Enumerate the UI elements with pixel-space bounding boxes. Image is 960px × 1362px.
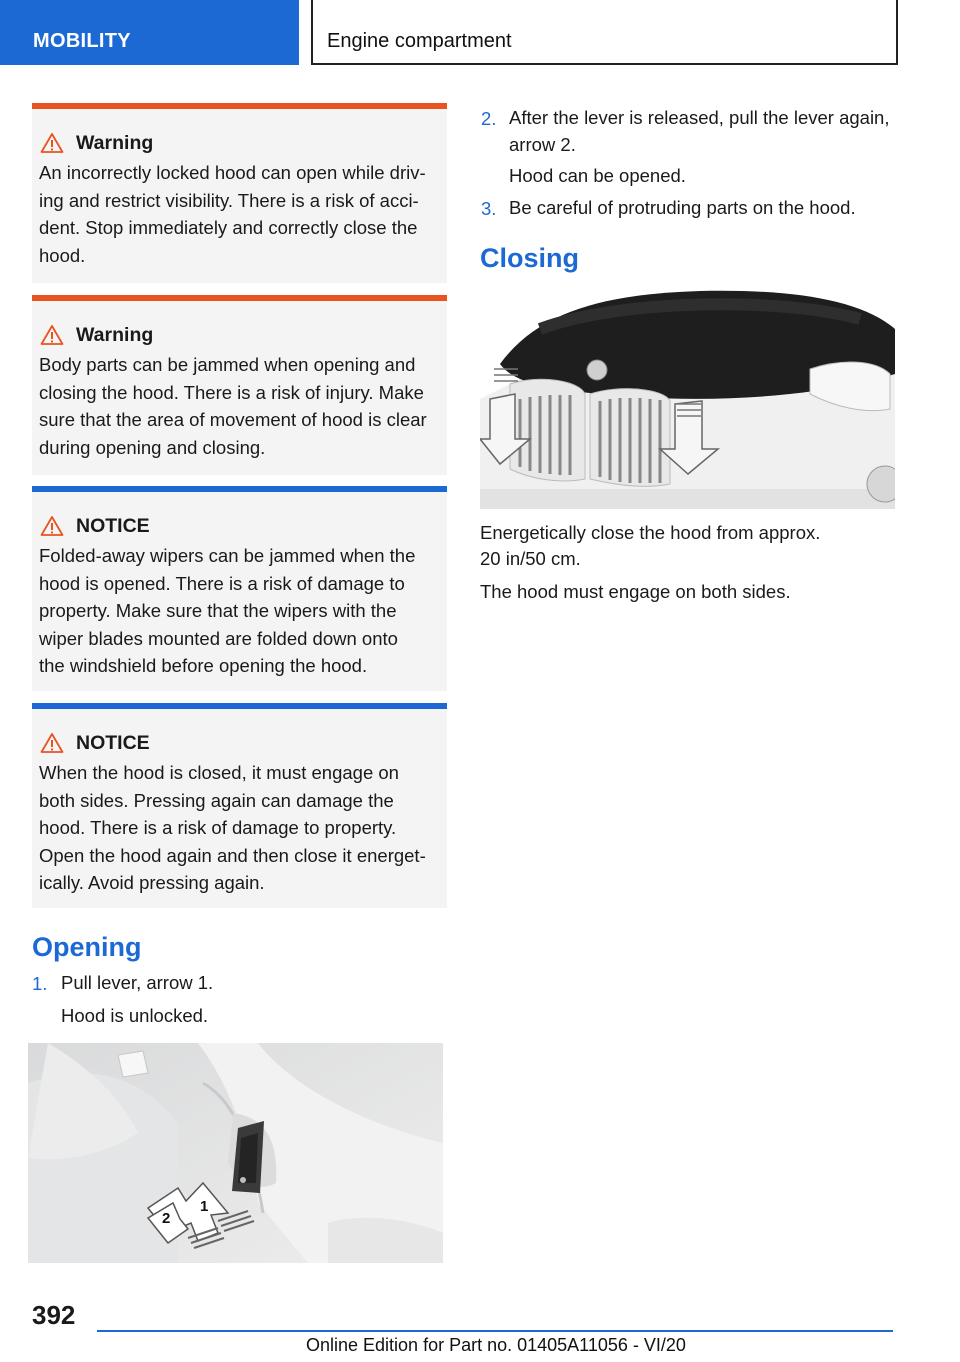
step-number: 3. bbox=[481, 198, 497, 219]
notice-bar bbox=[32, 703, 447, 709]
warning-icon bbox=[40, 515, 64, 537]
step-text-line: arrow 2. bbox=[509, 134, 576, 155]
chapter-label: Engine compartment bbox=[327, 30, 512, 52]
warning-icon bbox=[40, 132, 64, 154]
closing-text-line: Energetically close the hood from approx. bbox=[480, 522, 821, 543]
hood-closing-image bbox=[480, 289, 895, 509]
warning-bar bbox=[32, 103, 447, 109]
closing-text-2: The hood must engage on both sides. bbox=[480, 581, 791, 602]
box-title: NOTICE bbox=[76, 731, 150, 754]
chapter-tab bbox=[311, 0, 898, 65]
notice-box-1 bbox=[32, 486, 447, 691]
box-body: Folded-away wipers can be jammed when the hood is opened. There is a risk of damage to property. Make sure that the wipers with the wiper blades mounted are folded down onto the windshield before opening the hood. bbox=[39, 545, 416, 676]
arrow-label-1: 1 bbox=[200, 1198, 209, 1215]
footer-rule bbox=[97, 1330, 893, 1332]
box-body: An incorrectly locked hood can open while driv- ing and restrict visibility. There is a risk of acci- dent. Stop immediately and correctly close the hood. bbox=[39, 162, 426, 266]
closing-text-line: 20 in/50 cm. bbox=[480, 548, 581, 569]
warning-icon bbox=[40, 324, 64, 346]
notice-box-2 bbox=[32, 703, 447, 908]
step-text: Be careful of protruding parts on the hood. bbox=[509, 197, 856, 218]
box-body: When the hood is closed, it must engage on both sides. Pressing again can damage the hood. There is a risk of damage to property. Open the hood again and then close it energet- ically. Avoid pressing again. bbox=[39, 762, 426, 893]
warning-box-1 bbox=[32, 103, 447, 283]
arrow-label-2: 2 bbox=[162, 1210, 171, 1227]
warning-box-2 bbox=[32, 295, 447, 475]
warning-icon bbox=[40, 732, 64, 754]
box-title: Warning bbox=[76, 323, 154, 346]
page-number: 392 bbox=[32, 1300, 76, 1330]
section-label: MOBILITY bbox=[33, 30, 131, 52]
step-number: 2. bbox=[481, 108, 497, 129]
step-text-line: After the lever is released, pull the lever again, bbox=[509, 107, 890, 128]
box-title: Warning bbox=[76, 131, 154, 154]
closing-heading: Closing bbox=[480, 243, 579, 273]
step-text: Pull lever, arrow 1. bbox=[61, 972, 214, 993]
notice-bar bbox=[32, 486, 447, 492]
section-tab bbox=[0, 0, 299, 65]
opening-heading: Opening bbox=[32, 932, 142, 962]
step-number: 1. bbox=[32, 973, 48, 994]
box-body: Body parts can be jammed when opening and closing the hood. There is a risk of injury. Make sure that the area of movement of hood is clear during opening and closing. bbox=[39, 354, 427, 458]
hood-release-lever-image bbox=[28, 1043, 443, 1263]
warning-bar bbox=[32, 295, 447, 301]
box-title: NOTICE bbox=[76, 514, 150, 537]
step-result: Hood is unlocked. bbox=[61, 1005, 209, 1026]
edition-text: Online Edition for Part no. 01405A11056 - VI/20 bbox=[306, 1335, 686, 1355]
step-result: Hood can be opened. bbox=[509, 165, 686, 186]
